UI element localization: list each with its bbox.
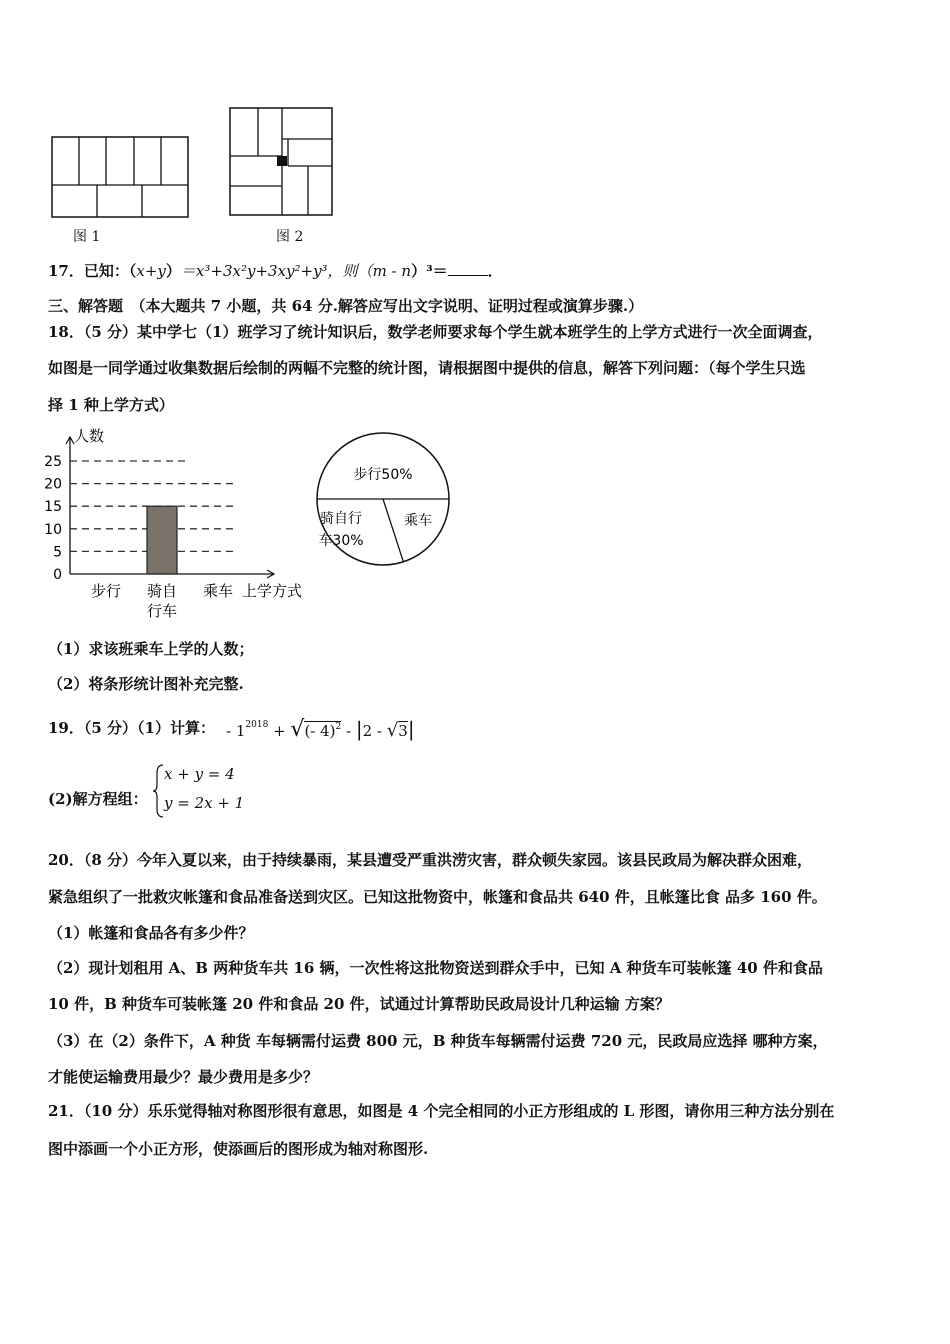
category-label: 行车 — [146, 602, 178, 620]
bar-chart — [34, 423, 324, 623]
calc-expression: - $1^{2018}$ + √(- 4)$^2$ - |2 - √3| — [226, 717, 415, 742]
slice-label-walk: 步行50% — [353, 467, 413, 483]
question-21-line-2: 图中添画一个小正方形，使添画后的图形成为轴对称图形. — [48, 1140, 429, 1158]
answer-blank — [448, 261, 488, 276]
slice-label-bus: 乘车 — [404, 513, 432, 529]
y-tick-label: 0 — [53, 567, 62, 583]
question-21-line-1: 21．（10 分）乐乐觉得轴对称图形很有意思，如图是 4 个完全相同的小正方形组成的 L 形图，请你用三种方法分别在 — [48, 1102, 835, 1120]
question-20-sub-2-line-2: 10 件，B 种货车可装帐篷 20 件和食品 20 件，试通过计算帮助民政局设计几种运输 方案？ — [48, 995, 670, 1013]
equation-1: x + y = 4 — [164, 765, 235, 783]
figure-1-caption: 图 1 — [73, 229, 101, 245]
y-tick-label: 20 — [44, 476, 62, 493]
question-18-line-1: 18．（5 分）某中学七（1）班学习了统计知识后，数学老师要求每个学生就本班学生的上学方式进行一次全面调查， — [48, 323, 823, 341]
y-tick-label: 25 — [44, 454, 62, 470]
question-20-line-2: 紧急组织了一批救灾帐篷和食品准备送到灾区。已知这批物资中，帐篷和食品共 640 件，且帐篷比食 品多 160 件。 — [48, 888, 827, 906]
question-20-sub-3-line-2: 才能使运输费用最少？最少费用是多少？ — [48, 1068, 319, 1086]
equation-2: y = 2x + 1 — [164, 794, 245, 812]
category-label: 乘车 — [202, 582, 234, 600]
category-label: 骑自 — [146, 582, 178, 600]
section-3-header: 三、解答题 （本大题共 7 小题，共 64 分.解答应写出文字说明、证明过程或演算步骤.） — [48, 297, 644, 315]
question-18-line-2: 如图是一同学通过收集数据后绘制的两幅不完整的统计图，请根据图中提供的信息，解答下列问题：（每个学生只选 — [48, 359, 806, 377]
y-tick-label: 5 — [53, 544, 62, 561]
question-20-sub-3-line-1: （3）在（2）条件下，A 种货 车每辆需付运费 800 元，B 种货车每辆需付运费 720 元，民政局应选择 哪种方案， — [48, 1032, 828, 1050]
question-20-sub-1: （1）帐篷和食品各有多少件？ — [48, 924, 254, 942]
figure-2-caption: 图 2 — [276, 229, 304, 245]
bar-1 — [147, 506, 177, 574]
question-18-sub-1: （1）求该班乘车上学的人数； — [48, 640, 254, 658]
question-20-line-1: 20．（8 分）今年入夏以来，由于持续暴雨，某县遭受严重洪涝灾害，群众顿失家园。该县民政局为解决群众困难， — [48, 851, 813, 869]
pie-chart — [312, 428, 454, 570]
slice-label-bike: 车30% — [318, 533, 364, 549]
question-17: 17．已知：（x+y）＝x³+3x²y+3xy²+y³，则（m - n）³＝ ． — [48, 262, 503, 280]
y-axis-label: 人数 — [74, 427, 105, 445]
figure-1-tiling — [50, 135, 195, 220]
question-18-sub-2: （2）将条形统计图补充完整. — [48, 675, 244, 693]
y-tick-label: 15 — [44, 499, 62, 516]
question-20-sub-2-line-1: （2）现计划租用 A、B 两种货车共 16 辆，一次性将这批物资送到群众手中，已知 A 种货车可装帐篷 40 件和食品 — [48, 959, 823, 977]
category-label: 步行 — [90, 582, 122, 600]
x-axis-label: 上学方式 — [242, 582, 303, 600]
y-tick-label: 10 — [44, 521, 62, 538]
figure-2-tiling — [228, 106, 336, 218]
question-19-label: 19．（5 分）（1）计算： — [48, 719, 215, 737]
question-18-line-3: 择 1 种上学方式） — [48, 396, 174, 414]
question-19-part-2-label: (2)解方程组： — [48, 790, 148, 808]
slice-label-bike: 骑自行 — [320, 511, 362, 527]
